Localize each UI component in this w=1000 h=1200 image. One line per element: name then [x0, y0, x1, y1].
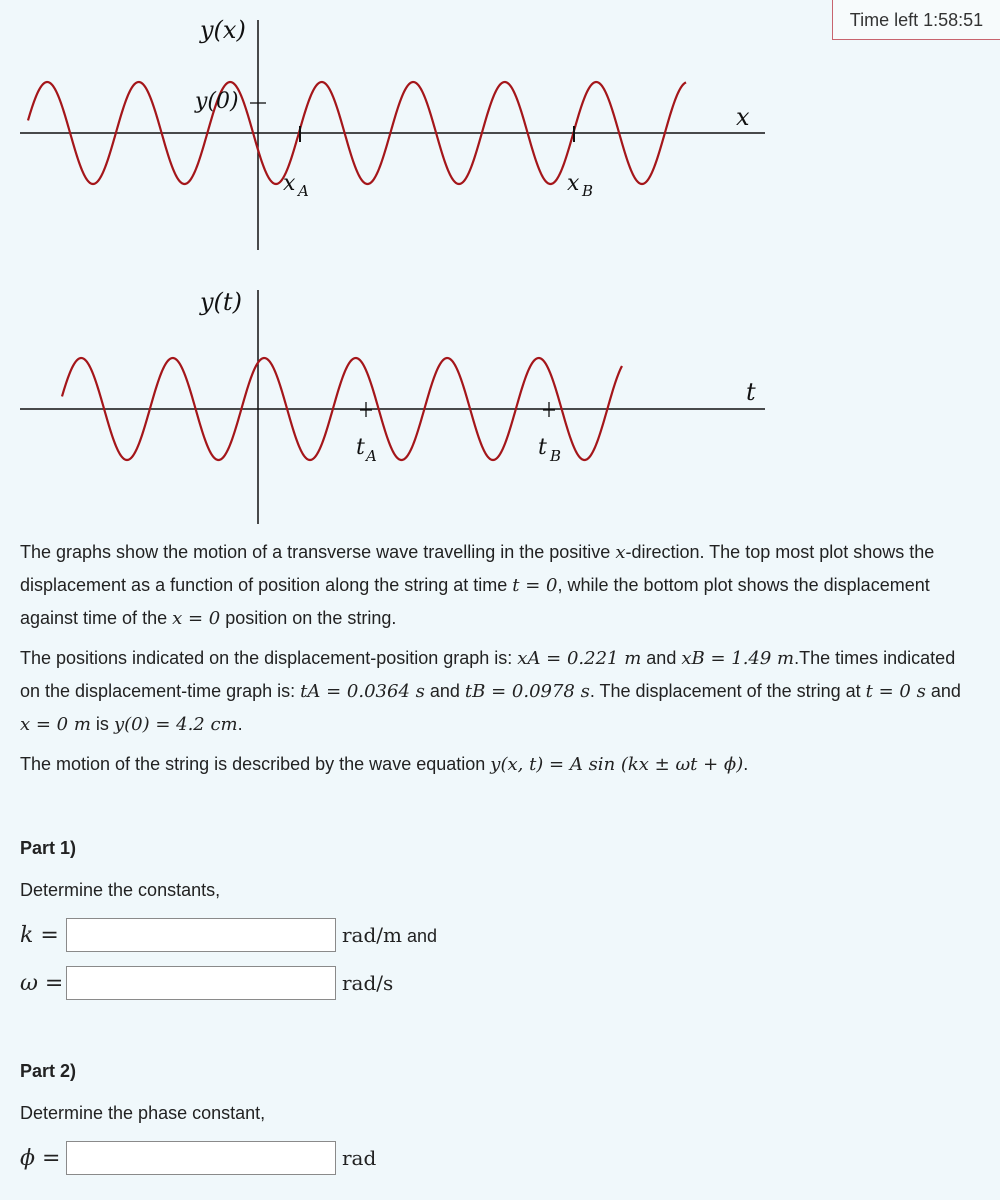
omega-label: ω =: [20, 970, 64, 996]
k-label: k =: [20, 922, 59, 948]
tA-label: t: [356, 435, 365, 460]
phi-unit: rad: [342, 1146, 377, 1170]
part1-title: Part 1): [20, 838, 77, 858]
given-values-paragraph: The positions indicated on the displacement-position graph is: xA = 0.221 m and xB = 1.49 m.The times indicated on the displacement-time graph is: tA = 0.0364 s and tB = 0.0978 s. The displacement of the string at t = 0 s and x = 0 m is y(0) = 4.2 cm.: [20, 648, 961, 735]
xB-subscript: B: [582, 182, 594, 200]
phi-input[interactable]: [66, 1141, 336, 1175]
omega-input[interactable]: [66, 966, 336, 1000]
k-answer-row: [20, 916, 437, 954]
xA-label: x: [283, 171, 296, 196]
part2-title: Part 2): [20, 1061, 77, 1081]
part1-instruction: Determine the constants,: [20, 880, 221, 900]
k-input[interactable]: [66, 918, 336, 952]
tA-subscript: A: [366, 447, 377, 465]
y-axis-label: y(x): [200, 16, 246, 44]
tB-subscript: B: [550, 447, 562, 465]
tB-label: t: [538, 435, 547, 460]
y0-label: y(0): [195, 89, 239, 114]
xB-label: x: [567, 171, 580, 196]
t-axis-label: t: [746, 378, 756, 406]
displacement-position-graph: [0, 0, 800, 260]
part2-instruction: Determine the phase constant,: [20, 1103, 266, 1123]
displacement-time-graph: [0, 270, 800, 530]
phi-answer-row: [20, 1139, 376, 1177]
xA-subscript: A: [298, 182, 309, 200]
omega-unit: rad/s: [342, 971, 394, 995]
y-axis-label-2: y(t): [200, 288, 242, 316]
phi-label: ϕ =: [20, 1145, 61, 1171]
time-left-indicator: Time left 1:58:51: [832, 0, 1000, 40]
wave-equation-paragraph: The motion of the string is described by the wave equation y(x, t) = A sin (kx ± ωt + ϕ).: [20, 754, 749, 775]
x-axis-label: x: [736, 103, 750, 131]
omega-answer-row: [20, 964, 393, 1002]
k-unit: rad/m and: [342, 923, 438, 947]
description-paragraph: The graphs show the motion of a transverse wave travelling in the positive x-direction. The top most plot shows the displacement as a function of position along the string at time t = 0, while the bottom plot shows the displacement against time of the x = 0 position on the string.: [20, 542, 935, 629]
